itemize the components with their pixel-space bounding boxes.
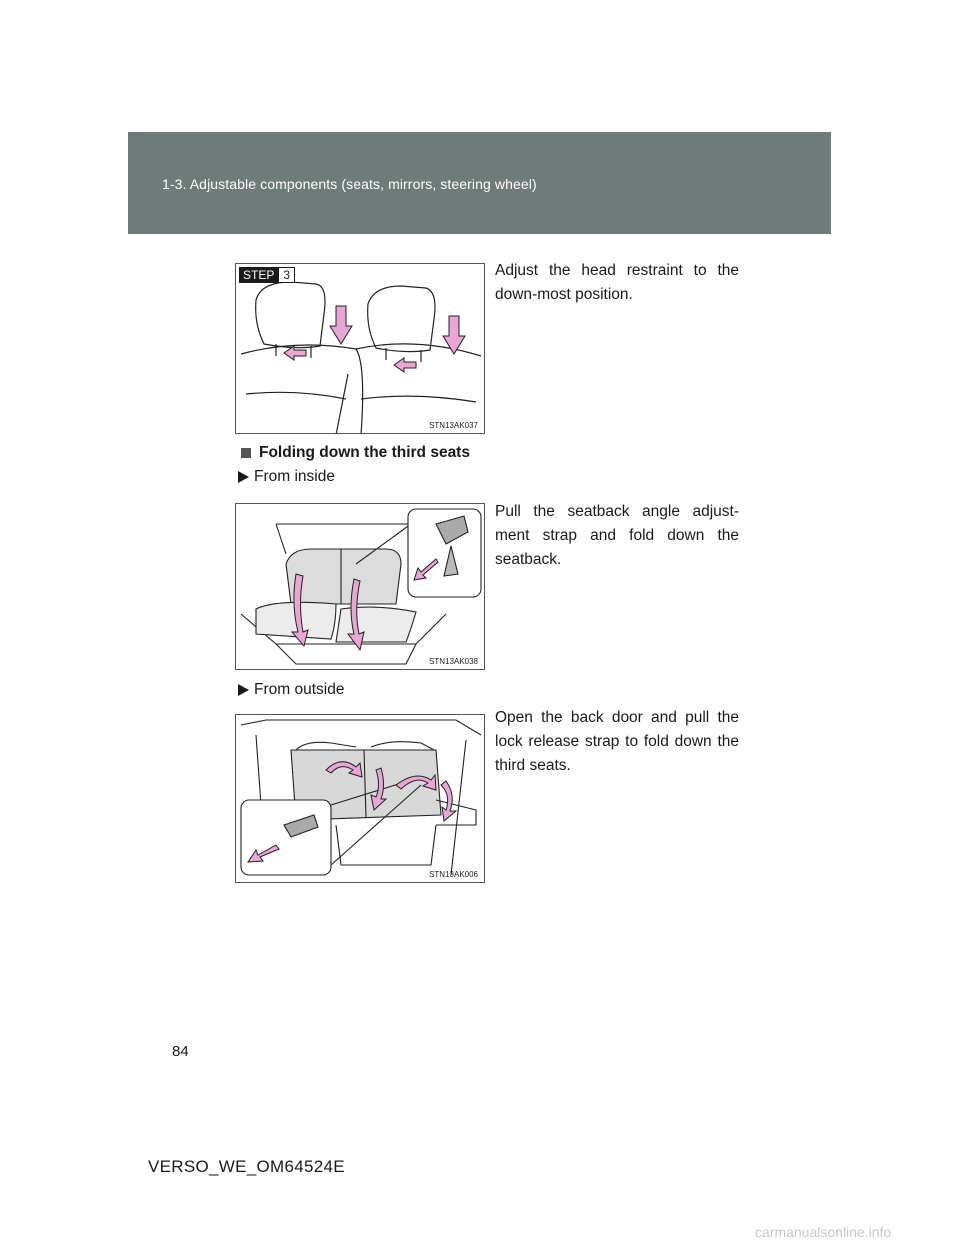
from-outside-label xyxy=(238,681,344,699)
inside-fold-illustration xyxy=(236,504,485,670)
folding-heading-text: Folding down the third seats xyxy=(259,444,470,461)
step-badge xyxy=(239,267,295,283)
figure-code: STN13AK037 xyxy=(429,421,478,430)
figure-from-inside xyxy=(235,503,485,670)
outside-instruction xyxy=(495,706,739,778)
page-number: 84 xyxy=(172,1043,189,1060)
section-title: 1-3. Adjustable components (seats, mirrors, steering wheel) xyxy=(162,176,537,192)
step-label: STEP xyxy=(239,267,278,283)
from-outside-text: From outside xyxy=(254,681,345,698)
document-code: VERSO_WE_OM64524E xyxy=(148,1157,345,1176)
square-bullet-icon xyxy=(241,448,251,458)
triangle-bullet-icon xyxy=(238,684,249,696)
figure-code: STN13AK038 xyxy=(429,657,478,666)
head-restraint-illustration xyxy=(236,264,485,434)
outside-text: Open the back door and pull the lock release strap to fold down the third seats. xyxy=(495,709,739,774)
figure-from-outside xyxy=(235,714,485,883)
folding-heading xyxy=(241,444,470,462)
from-inside-text: From inside xyxy=(254,468,335,485)
step-number: 3 xyxy=(278,267,295,283)
inside-instruction xyxy=(495,500,739,572)
outside-fold-illustration xyxy=(236,715,485,883)
step3-instruction xyxy=(495,259,739,307)
figure-head-restraint xyxy=(235,263,485,434)
triangle-bullet-icon xyxy=(238,471,249,483)
from-inside-label xyxy=(238,468,335,486)
step3-text: Adjust the head restraint to the down-most position. xyxy=(495,262,739,303)
watermark: carmanualsonline.info xyxy=(755,1224,892,1240)
figure-code: STN13AK006 xyxy=(429,870,478,879)
inside-text: Pull the seatback angle adjust-ment strap and fold down the seatback. xyxy=(495,503,739,568)
